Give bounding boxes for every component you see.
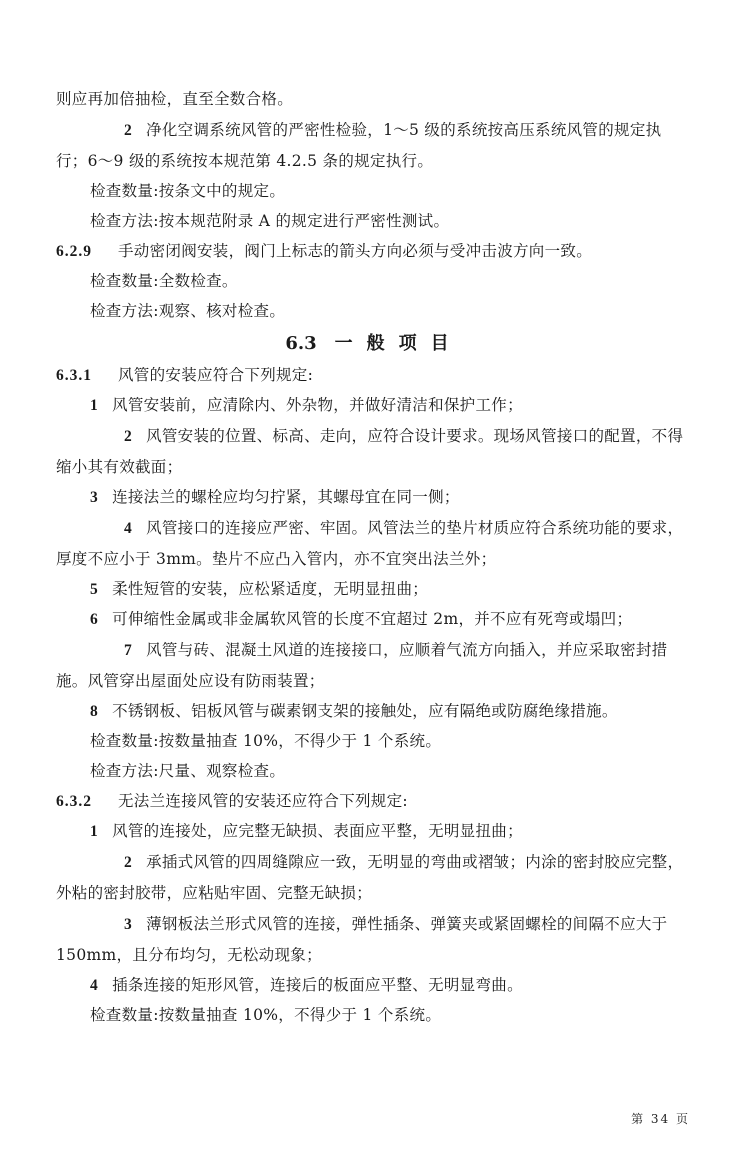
item-text: 连接法兰的螺栓应均匀拧紧，其螺母宜在同一侧； [112, 488, 460, 506]
item-number: 5 [90, 581, 99, 598]
page-number: 第 34 页 [631, 1112, 690, 1126]
section-title: 一般项目 [334, 333, 463, 354]
clause-text: 手动密闭阀安装，阀门上标志的箭头方向必须与受冲击波方向一致。 [118, 242, 593, 260]
item-text: 风管安装前，应清除内、外杂物，并做好清洁和保护工作； [112, 396, 523, 414]
clause-number: 6.3.2 [56, 793, 92, 810]
list-item [56, 115, 692, 176]
item-text: 柔性短管的安装，应松紧适度，无明显扭曲； [112, 580, 429, 598]
item-text: 风管与砖、混凝土风道的连接接口，应顺着气流方向插入，并应采取密封措施。风管穿出屋面处应设有防雨装置； [56, 641, 668, 690]
clause-line [56, 242, 692, 261]
document-page [56, 90, 692, 1036]
item-text: 可伸缩性金属或非金属软风管的长度不宜超过 2m，并不应有死弯或塌凹； [112, 610, 633, 628]
clause-number: 6.3.1 [56, 367, 92, 384]
item-text: 风管的连接处，应完整无缺损、表面应平整，无明显扭曲； [112, 822, 523, 840]
list-item [56, 513, 692, 574]
list-item [56, 909, 692, 970]
item-number: 6 [90, 611, 99, 628]
clause-text: 无法兰连接风管的安装还应符合下列规定: [118, 792, 408, 810]
inspection-quantity: 检查数量:按条文中的规定。 [90, 182, 286, 200]
item-text: 净化空调系统风管的严密性检验，1～5 级的系统按高压系统风管的规定执行；6～9 级的系统按本规范第 4.2.5 条的规定执行。 [56, 121, 662, 170]
clause-line [56, 792, 692, 811]
clause-text: 风管的安装应符合下列规定: [118, 366, 314, 384]
section-heading [56, 332, 692, 356]
item-number: 1 [90, 397, 99, 414]
item-text: 不锈钢板、铝板风管与碳素钢支架的接触处，应有隔绝或防腐绝缘措施。 [112, 702, 618, 720]
list-item [56, 421, 692, 482]
clause-line [56, 366, 692, 385]
list-item [56, 702, 692, 721]
inspection-quantity: 检查数量:按数量抽查 10%，不得少于 1 个系统。 [90, 732, 442, 750]
item-text: 插条连接的矩形风管，连接后的板面应平整、无明显弯曲。 [112, 976, 523, 994]
item-number: 3 [90, 489, 99, 506]
list-item [56, 396, 692, 415]
inspection-method: 检查方法:尺量、观察检查。 [90, 762, 286, 780]
item-number: 8 [90, 703, 99, 720]
list-item [56, 635, 692, 696]
list-item [56, 580, 692, 599]
item-number: 4 [90, 977, 99, 994]
item-number: 7 [124, 642, 133, 659]
item-text: 风管接口的连接应严密、牢固。风管法兰的垫片材质应符合系统功能的要求，厚度不应小于 3mm。垫片不应凸入管内，亦不宜突出法兰外； [56, 519, 684, 568]
list-item [56, 847, 692, 908]
list-item [56, 488, 692, 507]
list-item [56, 610, 692, 629]
item-number: 3 [124, 916, 133, 933]
item-number: 2 [124, 854, 133, 871]
inspection-quantity: 检查数量:按数量抽查 10%，不得少于 1 个系统。 [90, 1006, 442, 1024]
list-item [56, 822, 692, 841]
clause-number: 6.2.9 [56, 243, 92, 260]
text-line: 则应再加倍抽检，直至全数合格。 [56, 90, 294, 108]
list-item [56, 976, 692, 995]
item-number: 2 [124, 428, 133, 445]
item-text: 风管安装的位置、标高、走向，应符合设计要求。现场风管接口的配置，不得缩小其有效截面； [56, 427, 684, 476]
item-number: 4 [124, 520, 133, 537]
item-number: 2 [124, 122, 133, 139]
section-number: 6.3 [285, 333, 317, 354]
inspection-method: 检查方法:按本规范附录 A 的规定进行严密性测试。 [90, 212, 450, 230]
inspection-quantity: 检查数量:全数检查。 [90, 272, 238, 290]
item-text: 薄钢板法兰形式风管的连接，弹性插条、弹簧夹或紧固螺栓的间隔不应大于 150mm，且分布均匀，无松动现象； [56, 915, 668, 964]
inspection-method: 检查方法:观察、核对检查。 [90, 302, 286, 320]
item-number: 1 [90, 823, 99, 840]
item-text: 承插式风管的四周缝隙应一致，无明显的弯曲或褶皱；内涂的密封胶应完整，外粘的密封胶带，应粘贴牢固、完整无缺损； [56, 853, 684, 902]
